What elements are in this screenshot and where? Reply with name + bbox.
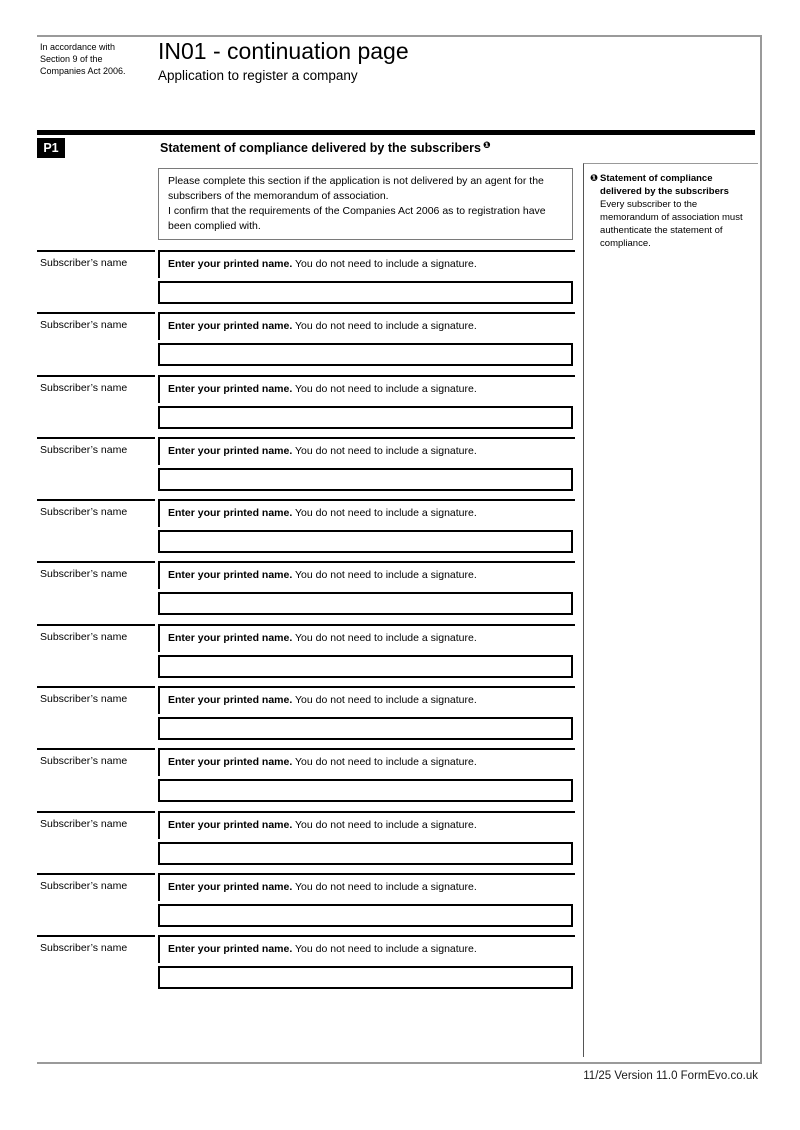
subscriber-row: [37, 935, 575, 997]
field-prompt-rest: You do not need to include a signature.: [295, 818, 477, 831]
field-prompt-bold: Enter your printed name.: [168, 756, 293, 769]
field-prompt-bold: Enter your printed name.: [168, 818, 293, 831]
subscriber-name-input[interactable]: [158, 717, 573, 740]
instruction-box: [158, 168, 573, 240]
field-prompt-rest: You do not need to include a signature.: [295, 444, 477, 457]
subscriber-name-input[interactable]: [158, 281, 573, 304]
row-separator-left: [37, 935, 155, 937]
subscriber-name-label: Subscriber’s name: [40, 381, 128, 394]
subscriber-name-label: Subscriber’s name: [40, 630, 128, 643]
field-left-tick: [158, 314, 160, 340]
subscriber-name-input[interactable]: [158, 842, 573, 865]
subscriber-name-input[interactable]: [158, 530, 573, 553]
row-separator-left: [37, 748, 155, 750]
subscriber-field-area: [158, 935, 575, 997]
row-separator-left: [37, 375, 155, 377]
subscriber-name-input[interactable]: [158, 904, 573, 927]
field-prompt-rest: You do not need to include a signature.: [295, 507, 477, 520]
field-prompt-bold: Enter your printed name.: [168, 631, 293, 644]
field-prompt: [168, 818, 568, 832]
field-prompt-rest: You do not need to include a signature.: [295, 880, 477, 893]
field-left-tick: [158, 813, 160, 839]
subscriber-field-area: [158, 312, 575, 374]
subscriber-name-label: Subscriber’s name: [40, 817, 128, 830]
accordance-line: In accordance with: [40, 42, 116, 52]
subscriber-field-area: [158, 375, 575, 437]
form-subtitle: Application to register a company: [158, 68, 358, 83]
field-prompt-rest: You do not need to include a signature.: [295, 569, 477, 582]
subscriber-row: [37, 624, 575, 686]
version-footer: 11/25 Version 11.0 FormEvo.co.uk: [583, 1070, 758, 1082]
form-title: IN01 - continuation page: [158, 38, 409, 64]
section-heading: [160, 140, 491, 155]
subscriber-name-label: Subscriber’s name: [40, 942, 128, 955]
field-prompt-bold: Enter your printed name.: [168, 943, 293, 956]
subscriber-row: [37, 748, 575, 810]
subscriber-name-label: Subscriber’s name: [40, 506, 128, 519]
field-prompt: [168, 880, 568, 894]
subscriber-row: [37, 250, 575, 312]
field-prompt: [168, 444, 568, 458]
sidebar-note-body: Every subscriber to the memorandum of association must authenticate the statement of compliance.: [600, 199, 743, 249]
field-left-tick: [158, 688, 160, 714]
row-separator-left: [37, 561, 155, 563]
accordance-note: [40, 41, 160, 77]
subscriber-name-input[interactable]: [158, 343, 573, 366]
section-heading-text: Statement of compliance delivered by the subscribers: [160, 141, 481, 155]
row-separator-left: [37, 437, 155, 439]
subscriber-name-input[interactable]: [158, 966, 573, 989]
field-left-tick: [158, 252, 160, 278]
subscriber-name-label: Subscriber’s name: [40, 879, 128, 892]
subscriber-field-area: [158, 561, 575, 623]
subscriber-field-area: [158, 811, 575, 873]
subscriber-row: [37, 375, 575, 437]
field-left-tick: [158, 937, 160, 963]
subscriber-name-label: Subscriber’s name: [40, 755, 128, 768]
subscriber-field-area: [158, 499, 575, 561]
footnote-ref-icon: ❶: [482, 140, 491, 150]
field-prompt-bold: Enter your printed name.: [168, 258, 293, 270]
subscriber-row: [37, 561, 575, 623]
page-right-rule: [760, 35, 762, 1063]
field-prompt-rest: You do not need to include a signature.: [295, 320, 477, 333]
field-prompt: [168, 257, 568, 271]
page-bottom-rule: [37, 1062, 762, 1064]
subscriber-row: [37, 499, 575, 561]
subscriber-field-area: [158, 437, 575, 499]
instruction-paragraph: Please complete this section if the application is not delivered by an agent for the subscribers of the memorandum of association.: [168, 175, 544, 202]
field-prompt: [168, 506, 568, 520]
field-left-tick: [158, 750, 160, 776]
subscriber-row: [37, 437, 575, 499]
field-left-tick: [158, 377, 160, 403]
subscriber-field-area: [158, 873, 575, 935]
field-prompt-bold: Enter your printed name.: [168, 569, 293, 582]
footnote-marker-icon: ❶: [590, 173, 599, 184]
field-prompt: [168, 382, 568, 396]
sidebar-note: [590, 172, 754, 250]
subscriber-name-label: Subscriber’s name: [40, 257, 128, 269]
row-separator-left: [37, 499, 155, 501]
subscriber-name-input[interactable]: [158, 779, 573, 802]
subscriber-row: [37, 686, 575, 748]
section-code-badge: P1: [37, 138, 65, 158]
subscriber-name-input[interactable]: [158, 406, 573, 429]
subscriber-name-input[interactable]: [158, 592, 573, 615]
sidebar-note-title: Statement of compliance delivered by the subscribers: [600, 173, 729, 197]
row-separator-left: [37, 686, 155, 688]
subscriber-field-area: [158, 748, 575, 810]
field-prompt: [168, 942, 568, 956]
subscriber-row: [37, 873, 575, 935]
row-separator-left: [37, 250, 155, 252]
instruction-paragraph: I confirm that the requirements of the Companies Act 2006 as to registration have been complied with.: [168, 205, 546, 232]
field-prompt: [168, 631, 568, 645]
field-prompt: [168, 568, 568, 582]
notes-sidebar: [583, 163, 758, 1057]
section-divider-rule: [37, 130, 755, 135]
field-prompt-rest: You do not need to include a signature.: [295, 756, 477, 769]
subscriber-field-area: [158, 624, 575, 686]
field-prompt: [168, 693, 568, 707]
field-left-tick: [158, 626, 160, 652]
field-prompt-rest: You do not need to include a signature.: [295, 631, 477, 644]
field-prompt-bold: Enter your printed name.: [168, 880, 293, 893]
field-prompt-rest: You do not need to include a signature.: [295, 943, 477, 956]
row-separator-left: [37, 811, 155, 813]
row-separator-left: [37, 624, 155, 626]
field-left-tick: [158, 875, 160, 901]
field-left-tick: [158, 501, 160, 527]
subscriber-name-label: Subscriber’s name: [40, 319, 128, 332]
subscriber-name-label: Subscriber’s name: [40, 568, 128, 581]
accordance-line: Section 9 of the: [40, 54, 103, 64]
field-prompt-bold: Enter your printed name.: [168, 444, 293, 457]
field-prompt-rest: You do not need to include a signature.: [295, 694, 477, 707]
rows-container: [37, 250, 575, 998]
field-prompt-rest: You do not need to include a signature.: [295, 382, 477, 395]
row-separator-left: [37, 873, 155, 875]
subscriber-row: [37, 312, 575, 374]
field-prompt-bold: Enter your printed name.: [168, 320, 293, 333]
field-prompt-bold: Enter your printed name.: [168, 382, 293, 395]
subscriber-name-label: Subscriber’s name: [40, 443, 128, 456]
subscriber-name-input[interactable]: [158, 655, 573, 678]
field-prompt-bold: Enter your printed name.: [168, 694, 293, 707]
field-prompt-rest: You do not need to include a signature.: [295, 258, 477, 270]
field-prompt: [168, 319, 568, 333]
accordance-line: Companies Act 2006.: [40, 66, 126, 76]
subscriber-name-input[interactable]: [158, 468, 573, 491]
subscriber-field-area: [158, 250, 575, 312]
subscriber-name-label: Subscriber’s name: [40, 693, 128, 706]
field-prompt: [168, 755, 568, 769]
row-separator-left: [37, 312, 155, 314]
subscriber-field-area: [158, 686, 575, 748]
field-left-tick: [158, 439, 160, 465]
field-prompt-bold: Enter your printed name.: [168, 507, 293, 520]
field-left-tick: [158, 563, 160, 589]
subscriber-row: [37, 811, 575, 873]
